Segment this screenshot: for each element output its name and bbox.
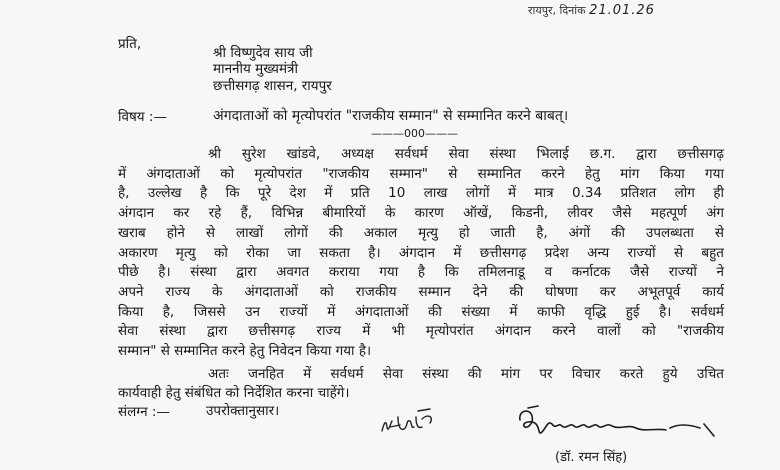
- main-signature: [516, 402, 721, 448]
- subject-separator: ———000———: [371, 127, 458, 140]
- body-line: सम्मान" से सम्मानित करने हेतु निवेदन किया गया है।: [118, 343, 372, 360]
- body-line: है, उल्लेख है कि पूरे देश में प्रति 10 लाख लोगों में मात्र 0.34 प्रतिशत लोग ही: [118, 185, 724, 202]
- prati-label: प्रति,: [118, 36, 142, 52]
- subject-text: अंगदाताओं को मृत्योपरांत "राजकीय सम्मान" से सम्मानित करने बाबत्।: [213, 108, 569, 124]
- body-line: में अंगदाताओं को मृत्योपरांत "राजकीय सम्मान" से सम्मानित करने हेतु मांग किया गया: [118, 165, 724, 182]
- signatory-name: (डॉ. रमन सिंह): [555, 450, 628, 465]
- body-line: सेवा संस्था द्वारा छत्तीसगढ़ राज्य में भी मृत्योपरांत अंगदान करने वालों को "राजकीय: [118, 323, 724, 340]
- subject-label: विषय :—: [118, 109, 167, 125]
- body-line: कार्यवाही हेतु संबंधित को निर्देशित करना चाहेंगे।: [118, 385, 350, 401]
- enclosure-label: संलग्न :—: [118, 404, 170, 420]
- body-line: अकारण मृत्यु को रोका जा सकता है। अंगदान में छत्तीसगढ़ प्रदेश अन्य राज्यों से बहुत: [118, 244, 724, 261]
- enclosure-text: उपरोक्तानुसार।: [206, 403, 280, 419]
- place-date: [528, 2, 655, 19]
- body-line: अतः जनहित में सर्वधर्म सेवा संस्था की मांग पर विचार करते हुये उचित: [208, 366, 724, 382]
- addressee-designation: माननीय मुख्यमंत्री: [213, 61, 298, 77]
- addressee-office: छत्तीसगढ़ शासन, रायपुर: [213, 78, 332, 94]
- addressee-name: श्री विष्णुदेव साय जी: [213, 45, 313, 61]
- body-line: पीछे है। संस्था द्वारा अवगत कराया गया है कि तमिलनाडू व कर्नाटक जैसे राज्यों ने: [118, 264, 724, 281]
- place-date-label: रायपुर, दिनांक: [528, 4, 586, 17]
- body-line: खराब होने से लाखों लोगों की अकाल मृत्यु हो जाती है, अंगों की उपलब्धता से: [118, 224, 724, 241]
- body-paragraph-2: [118, 365, 724, 403]
- initials-signature: [378, 405, 448, 439]
- body-line: अपने राज्य के अंगदाताओं को राजकीय सम्मान देने की घोषणा कर अभूतपूर्व कार्य: [118, 283, 724, 300]
- body-line: श्री सुरेश खांडवे, अध्यक्ष सर्वधर्म सेवा संस्था भिलाई छ.ग. द्वारा छत्तीसगढ़: [208, 146, 724, 162]
- body-line: अंगदान कर रहे हैं, विभिन्न बीमारियों के कारण ऑखें, किडनी, लीवर जैसे महत्पूर्ण अंग: [118, 205, 724, 222]
- body-paragraph-1: [118, 145, 724, 362]
- body-line: किया है, जिससे उन राज्यों में अंगदाताओं की संख्या में काफी वृद्धि हुई है। सर्वधर्म: [118, 303, 724, 320]
- date-value: 21.01.26: [589, 3, 655, 18]
